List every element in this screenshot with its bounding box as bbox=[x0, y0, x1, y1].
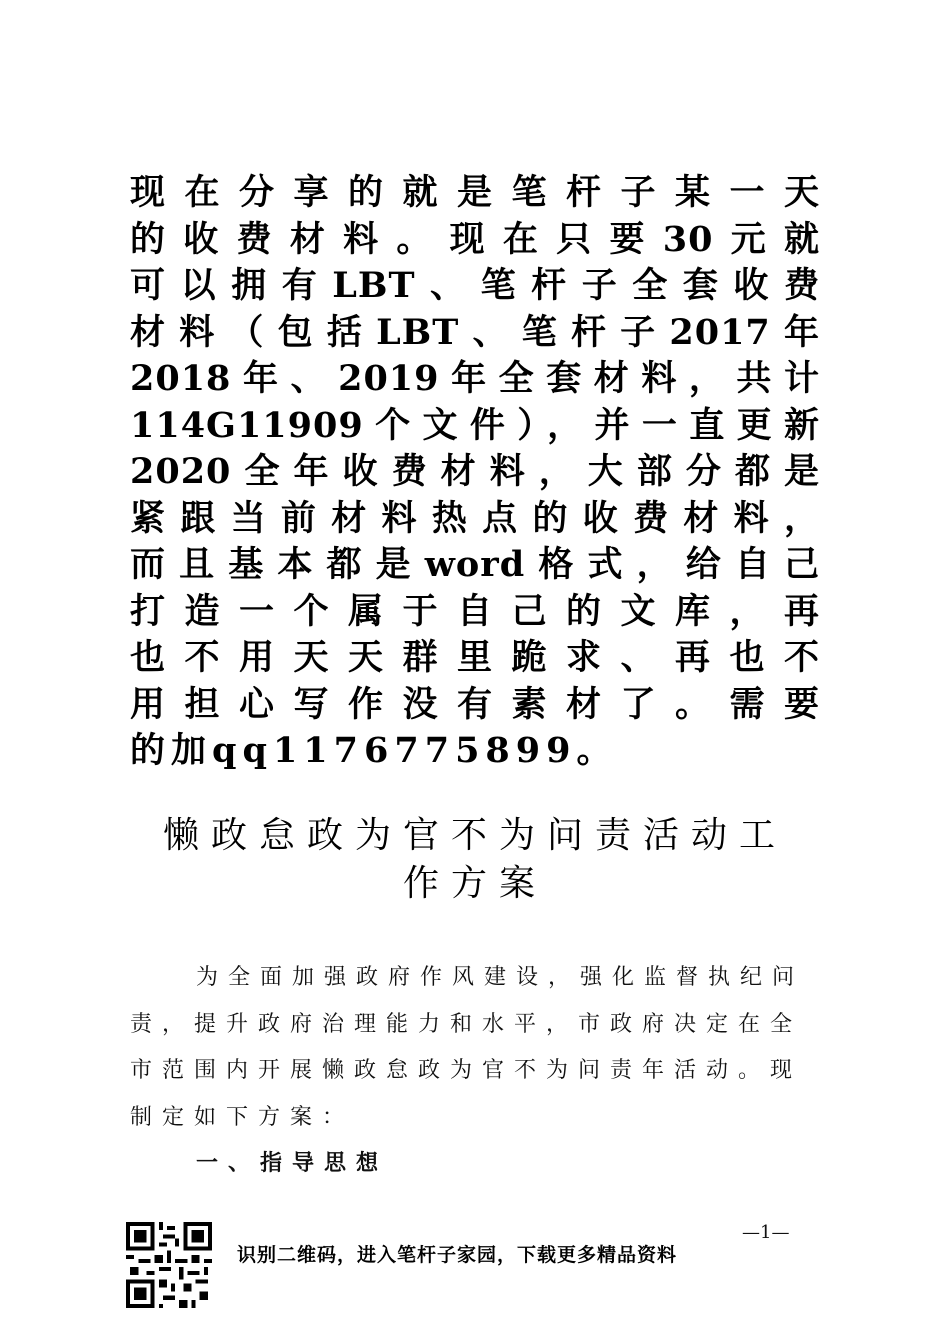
qr-code-icon bbox=[126, 1222, 212, 1308]
promo-line: 紧跟当前材料热点的收费材料， bbox=[130, 497, 820, 539]
promo-line: 2020全年收费材料，大部分都是 bbox=[130, 451, 820, 492]
document-body bbox=[130, 955, 825, 1188]
promo-line: 而且基本都是word格式，给自己 bbox=[130, 544, 820, 585]
section-heading: 一、指导思想 bbox=[196, 1151, 389, 1176]
page-number: —1— bbox=[742, 1222, 790, 1243]
document-title bbox=[130, 812, 820, 908]
promo-line: 可以拥有LBT、笔杆子全套收费 bbox=[130, 265, 820, 306]
title-line-2: 作方案 bbox=[402, 863, 547, 904]
promo-line: 114G11909个文件），并一直更新 bbox=[130, 404, 820, 446]
title-line-1: 懒政怠政为官不为问责活动工 bbox=[162, 815, 787, 856]
promo-line: 2018年、2019年全套材料，共计 bbox=[130, 358, 820, 399]
promo-line: 材料（包括LBT、笔杆子2017年 bbox=[130, 311, 820, 353]
promo-line: 的收费材料。现在只要30元就 bbox=[130, 218, 820, 260]
body-paragraph: 为全面加强政府作风建设，强化监督执纪问责，提升政府治理能力和水平，市政府决定在全市范围内开展懒政怠政为官不为问责年活动。现制定如下方案： bbox=[130, 965, 805, 1130]
promo-line: 现在分享的就是笔杆子某一天 bbox=[130, 172, 820, 213]
promo-paragraph bbox=[130, 170, 820, 775]
promo-line: 用担心写作没有素材了。需要 bbox=[130, 683, 820, 725]
promo-line: 打造一个属于自己的文库，再 bbox=[130, 590, 820, 632]
promo-line: 的加qq1176775899。 bbox=[130, 730, 618, 771]
qr-caption: 识别二维码，进入笔杆子家园，下载更多精品资料 bbox=[237, 1244, 678, 1266]
promo-line: 也不用天天群里跪求、再也不 bbox=[130, 637, 820, 678]
